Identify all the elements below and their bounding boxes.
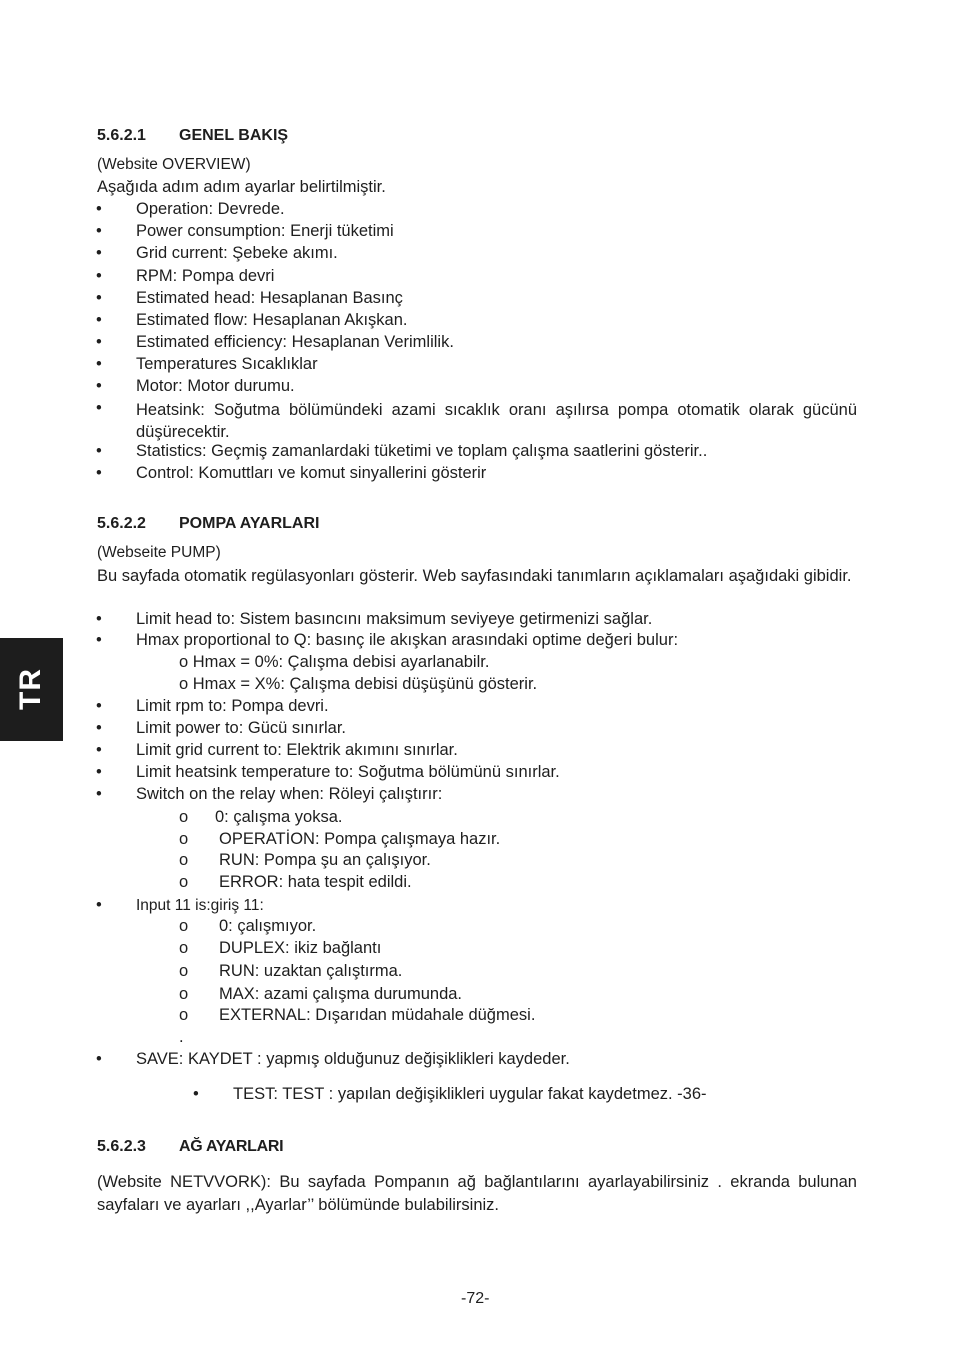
list-item: Control: Komuttları ve komut sinyallerini gösterir	[136, 464, 487, 482]
list-item: Limit head to: Sistem basıncını maksimum seviyeye getirmenizi sağlar.	[136, 610, 653, 628]
sub-list-item: o Hmax = 0%: Çalışma debisi ayarlanabilr.	[179, 653, 490, 671]
sub-list-item: DUPLEX: ikiz bağlantı	[219, 939, 382, 957]
bullet-marker: •	[96, 785, 102, 803]
list-item: Temperatures Sıcaklıklar	[136, 355, 318, 373]
list-item: Switch on the relay when: Röleyi çalıştırır:	[136, 785, 443, 803]
list-item: Estimated head: Hesaplanan Basınç	[136, 289, 403, 307]
bullet-marker: •	[96, 355, 102, 373]
bullet-marker: •	[96, 610, 102, 628]
bullet-marker: •	[96, 399, 102, 417]
bullet-marker: •	[96, 896, 102, 914]
sub-list-marker: o	[179, 851, 189, 869]
list-item: RPM: Pompa devri	[136, 267, 275, 285]
sub-list-marker: o	[179, 830, 189, 848]
sub-list-marker: o	[179, 939, 189, 957]
list-item: SAVE: KAYDET : yapmış olduğunuz değişiklikleri kaydeder.	[136, 1050, 570, 1068]
stray-dot: .	[179, 1028, 184, 1046]
bullet-marker: •	[96, 333, 102, 351]
section-subtitle-2: (Webseite PUMP)	[97, 544, 221, 561]
language-tab-label: TR	[14, 668, 47, 710]
list-item: Input 11 is:giriş 11:	[136, 897, 264, 914]
sub-list-item: RUN: Pompa şu an çalışıyor.	[219, 851, 431, 869]
language-tab	[0, 638, 63, 741]
section-number-1: 5.6.2.1	[97, 127, 146, 144]
sub-list-marker: o	[179, 917, 189, 935]
bullet-marker: •	[96, 289, 102, 307]
list-item: Limit grid current to: Elektrik akımını sınırlar.	[136, 741, 458, 759]
bullet-marker: •	[193, 1085, 199, 1103]
sub-list-item: MAX: azami çalışma durumunda.	[219, 985, 463, 1003]
bullet-marker: •	[96, 222, 102, 240]
bullet-marker: •	[96, 719, 102, 737]
sub-list-item: RUN: uzaktan çalıştırma.	[219, 962, 403, 980]
bullet-marker: •	[96, 311, 102, 329]
list-item: Motor: Motor durumu.	[136, 377, 295, 395]
list-item: TEST: TEST : yapılan değişiklikleri uygular fakat kaydetmez. -36-	[233, 1085, 707, 1103]
sub-list-marker: o	[179, 962, 189, 980]
list-item: Operation: Devrede.	[136, 200, 285, 218]
list-item: Statistics: Geçmiş zamanlardaki tüketimi ve toplam çalışma saatlerini gösterir..	[136, 442, 708, 460]
list-item: Heatsink: Soğutma bölümündeki azami sıcaklık oranı aşılırsa pompa otomatik olarak gücünü düşürecektir.	[136, 401, 857, 441]
list-item: Limit heatsink temperature to: Soğutma bölümünü sınırlar.	[136, 763, 560, 781]
sub-list-item: ERROR: hata tespit edildi.	[219, 873, 412, 891]
section-title-2: POMPA AYARLARI	[179, 515, 320, 532]
bullet-marker: •	[96, 442, 102, 460]
bullet-marker: •	[96, 631, 102, 649]
section-title-3: AĞ AYARLARI	[179, 1138, 284, 1155]
bullet-marker: •	[96, 244, 102, 262]
page-number: -72-	[461, 1290, 490, 1307]
list-item: Power consumption: Enerji tüketimi	[136, 222, 394, 240]
sub-list-item: o Hmax = X%: Çalışma debisi düşüşünü gösterir.	[179, 675, 538, 693]
section-intro-2: Bu sayfada otomatik regülasyonları gösterir. Web sayfasındaki tanımların açıklamaları aşağıdaki gibidir.	[97, 567, 852, 585]
list-item: Estimated flow: Hesaplanan Akışkan.	[136, 311, 408, 329]
sub-list-marker: o	[179, 1006, 189, 1024]
bullet-marker: •	[96, 377, 102, 395]
bullet-marker: •	[96, 200, 102, 218]
section-number-2: 5.6.2.2	[97, 515, 146, 532]
bullet-marker: •	[96, 763, 102, 781]
section-number-3: 5.6.2.3	[97, 1138, 146, 1155]
section-intro-1: Aşağıda adım adım ayarlar belirtilmiştir.	[97, 178, 386, 196]
sub-list-item: 0: çalışma yoksa.	[215, 808, 343, 826]
bullet-marker: •	[96, 1050, 102, 1068]
section-subtitle-1: (Website OVERVIEW)	[97, 156, 251, 173]
section-title-1: GENEL BAKIŞ	[179, 127, 289, 144]
bullet-marker: •	[96, 741, 102, 759]
sub-list-marker: o	[179, 808, 189, 826]
list-item: Grid current: Şebeke akımı.	[136, 244, 338, 262]
list-item: Limit power to: Gücü sınırlar.	[136, 719, 346, 737]
list-item: Limit rpm to: Pompa devri.	[136, 697, 329, 715]
list-item: Hmax proportional to Q: basınç ile akışkan arasındaki optime değeri bulur:	[136, 631, 679, 649]
bullet-marker: •	[96, 267, 102, 285]
sub-list-item: OPERATİON: Pompa çalışmaya hazır.	[219, 830, 501, 848]
sub-list-marker: o	[179, 873, 189, 891]
sub-list-marker: o	[179, 985, 189, 1003]
section-text-3: (Website NETVVORK): Bu sayfada Pompanın ağ bağlantılarını ayarlayabilirsiniz . ekranda bulunan sayfaları ve ayarları ,,Ayarlar’’ bölümünde bulabilirsiniz.	[97, 1173, 857, 1214]
bullet-marker: •	[96, 464, 102, 482]
sub-list-item: EXTERNAL: Dışarıdan müdahale düğmesi.	[219, 1006, 536, 1024]
list-item: Estimated efficiency: Hesaplanan Verimlilik.	[136, 333, 454, 351]
sub-list-item: 0: çalışmıyor.	[219, 917, 317, 935]
bullet-marker: •	[96, 697, 102, 715]
